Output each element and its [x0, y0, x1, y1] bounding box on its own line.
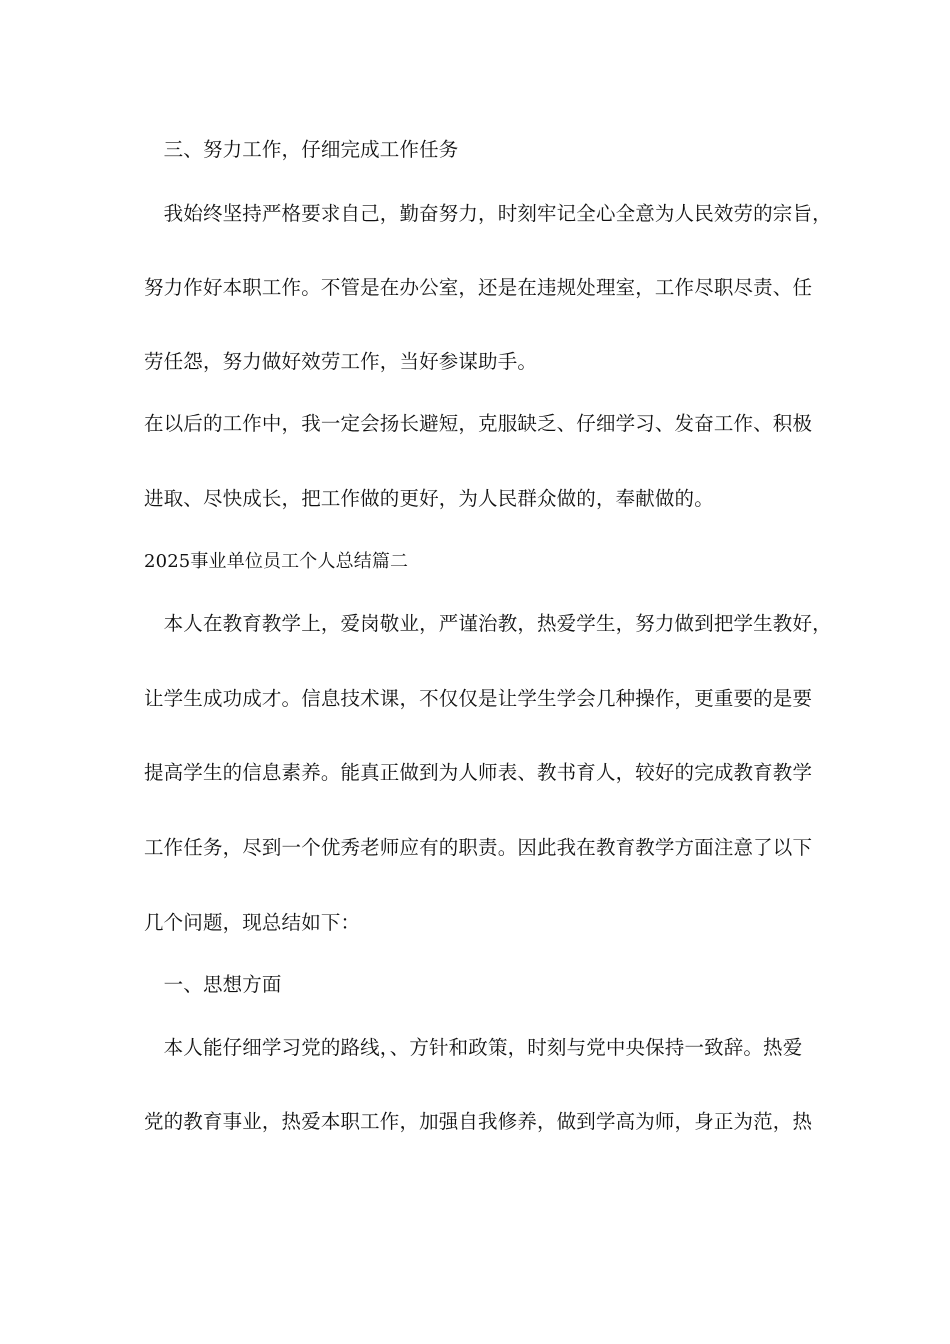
paragraph-line: 努力作好本职工作。不管是在办公室，还是在违规处理室，工作尽职尽责、任 [144, 276, 813, 299]
section-heading-1: 一、思想方面 [144, 973, 282, 996]
paragraph-line: 几个问题，现总结如下： [144, 911, 361, 934]
section-heading-3: 三、努力工作，仔细完成工作任务 [144, 138, 459, 161]
paragraph-line: 工作任务，尽到一个优秀老师应有的职责。因此我在教育教学方面注意了以下 [144, 836, 813, 859]
paragraph-line: 我始终坚持严格要求自己，勤奋努力，时刻牢记全心全意为人民效劳的宗旨， [144, 202, 832, 225]
paragraph-line: 劳任怨，努力做好效劳工作，当好参谋助手。 [144, 350, 538, 373]
paragraph-line: 在以后的工作中，我一定会扬长避短，克服缺乏、仔细学习、发奋工作、积极 [144, 412, 813, 435]
paragraph-line: 本人能仔细学习党的路线，、方针和政策，时刻与党中央保持一致辞。热爱 [144, 1036, 803, 1059]
paragraph-line: 提高学生的信息素养。能真正做到为人师表、教书育人，较好的完成教育教学 [144, 761, 813, 784]
paragraph-line: 本人在教育教学上，爱岗敬业，严谨治教，热爱学生，努力做到把学生教好， [144, 612, 832, 635]
paragraph-line: 进取、尽快成长，把工作做的更好，为人民群众做的，奉献做的。 [144, 487, 714, 510]
paragraph-line: 党的教育事业，热爱本职工作，加强自我修养，做到学高为师，身正为范，热 [144, 1110, 813, 1133]
article-title: 2025事业单位员工个人总结篇二 [144, 551, 409, 572]
paragraph-line: 让学生成功成才。信息技术课，不仅仅是让学生学会几种操作，更重要的是要 [144, 687, 813, 710]
